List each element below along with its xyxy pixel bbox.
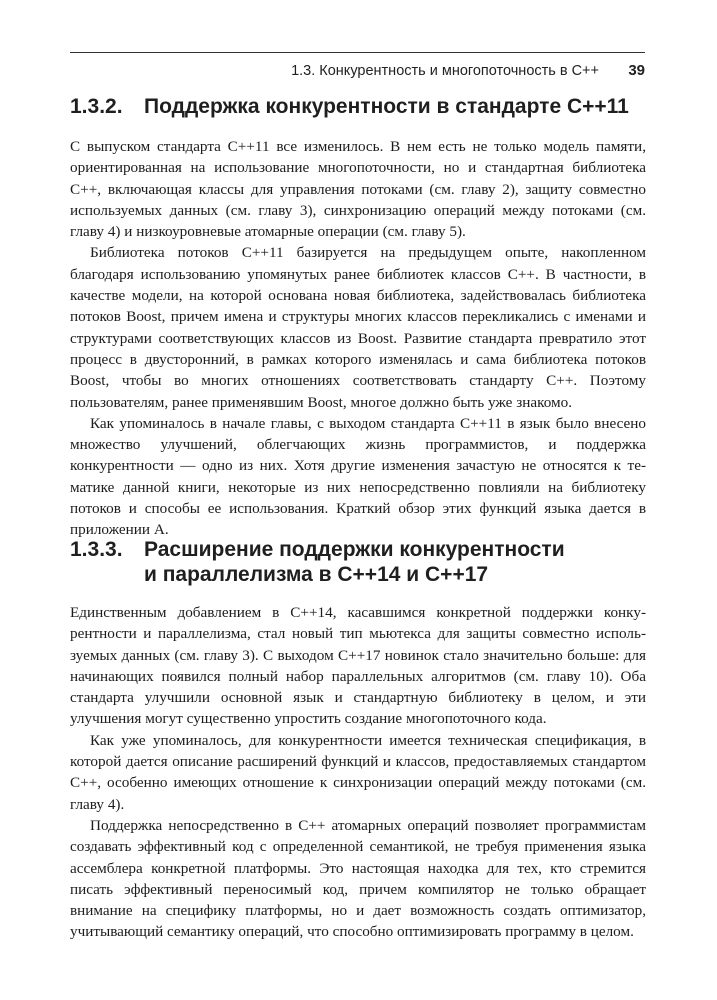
section-title	[144, 537, 646, 587]
section-number: 1.3.2.	[70, 95, 123, 118]
running-title: 1.3. Конкурентность и многопоточность в C++	[291, 63, 599, 79]
section-title-line-1: Расширение поддержки конкурентности	[144, 538, 565, 561]
paragraph: Поддержка непосредственно в C++ атомарных операций позволяет программистам создавать эффективный код с определенной семантикой, не требуя применения языка ассемблера конкретной платформы. Это настоящая находка для тех, кто стремится писать эффективный переносимый код, причем компилятор не только обращает внимание на специфику платформы, но и дает возможность создать оптимизатор, учитывающий семантику операций, что способно оптимизировать программу в целом.	[70, 816, 646, 941]
section-title-line: Поддержка конкурентности в стандарте C++11	[144, 95, 629, 118]
section-1-3-2	[70, 94, 646, 541]
section-1-3-3	[70, 537, 646, 943]
paragraph: Как уже упоминалось, для конкурентности имеется техническая спецификация, в которой дается описание расширений функций и классов, предоставляемых стандартом C++, особенно имеющих отношение к синхронизации операций между потоками (см. главу 4).	[70, 731, 646, 813]
page-number: 39	[628, 62, 645, 79]
paragraph: Библиотека потоков C++11 базируется на предыдущем опыте, накопленном благодаря использованию упомянутых ранее библиотек классов C++. В частности, в качестве модели, на которой основана новая библиотека, задействовалась библиотека потоков Boost, причем имена и структуры многих классов перекликались с именами и структурами соответствующих классов из Boost. Развитие стандарта превратило этот процесс в двусторонний, в рамках которого изменялась и сама библиотека потоков Boost, чтобы во многих отношениях соответствовать стандарту C++. Поэтому пользователям, ранее применявшим Boost, многое должно быть уже знакомо.	[70, 244, 646, 411]
section-title	[144, 94, 646, 119]
paragraph: Единственным добавлением в C++14, касавшимся конкретной поддержки конкурентности и параллелизма, стал новый тип мьютекса для защиты совместно используемых данных (см. главу 3). С выходом C++17 новинок стало значительно больше: для начинающих появился полный набор параллельных алгоритмов (см. главу 10). Оба стандарта улучшили основной язык и стандартную библиотеку в целом, и эти улучшения могут существенно упростить создание многопоточного кода.	[70, 604, 646, 728]
paragraph: С выпуском стандарта C++11 все изменилось. В нем есть не только модель памяти, ориентированная на использование многопоточности, но и стандартная библиотека C++, включающая классы для управления потоками (см. главу 2), защиту совместно используемых данных (см. главу 3), синхронизацию операций между потоками (см. главу 4) и низкоуровневые атомарные операции (см. главу 5).	[70, 138, 646, 241]
paragraph: Как упоминалось в начале главы, с выходом стандарта C++11 в язык было внесено множество улучшений, облегчающих жизнь программистов, и поддержка конкурентности — одно из них. Хотя другие изменения зачастую не относятся к тематике данной книги, некоторые из них непосредственно повлияли на библиотеку потоков и способы ее использования. Краткий обзор этих функций языка дается в приложении А.	[70, 414, 646, 539]
section-number: 1.3.3.	[70, 538, 123, 561]
section-title-line-2: и параллелизма в C++14 и C++17	[144, 563, 489, 586]
running-header	[70, 52, 645, 85]
section-heading	[70, 94, 646, 119]
section-heading	[70, 537, 646, 587]
